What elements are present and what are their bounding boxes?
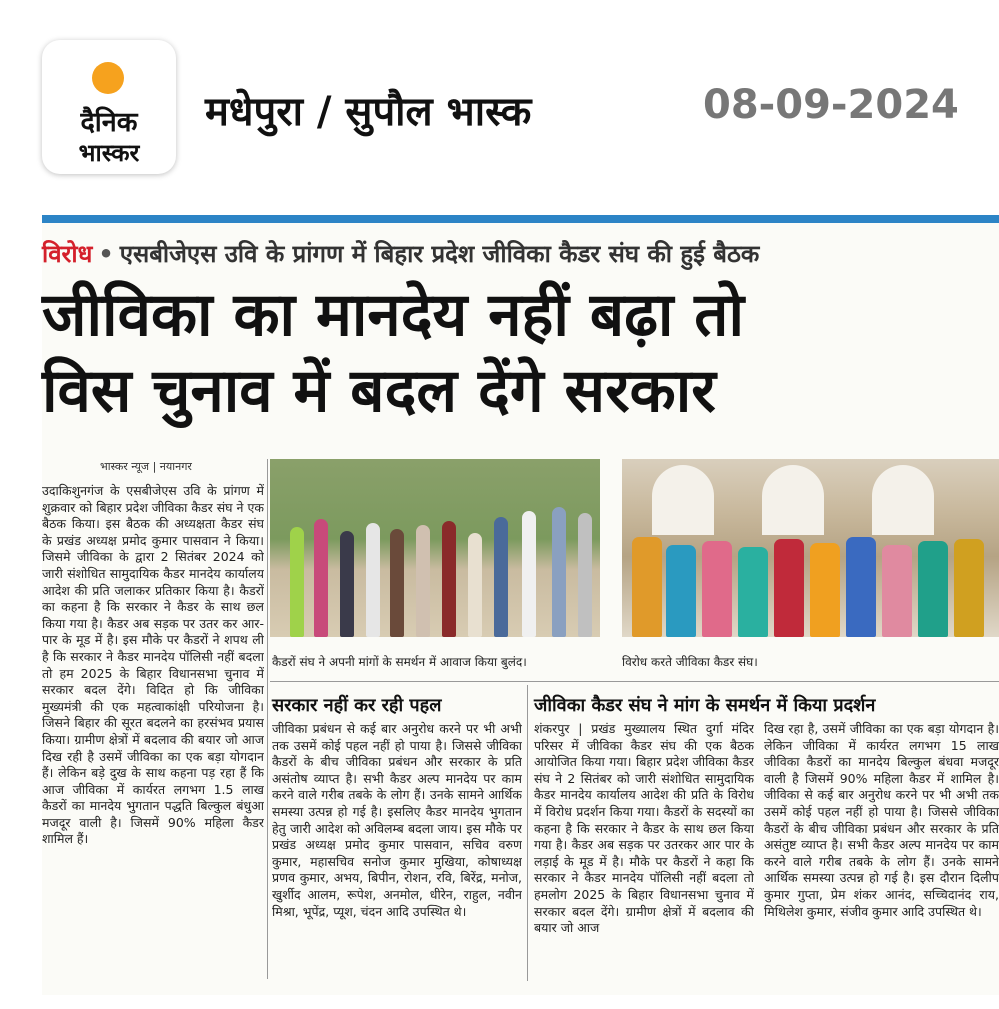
photo-cadre-group-outdoor <box>270 459 600 637</box>
newspaper-clipping <box>42 215 999 995</box>
sun-icon <box>92 62 124 94</box>
app-header <box>0 0 999 210</box>
accent-bar <box>42 215 999 223</box>
headline <box>42 277 999 429</box>
photo-caption-1: कैडरों संघ ने अपनी मांगों के समर्थन में आवाज किया बुलंद। <box>272 655 527 669</box>
subhead-1: सरकार नहीं कर रही पहल <box>272 695 442 716</box>
edition-date: 08-09-2024 <box>703 82 959 128</box>
subhead-2: जीविका कैडर संघ ने मांग के समर्थन में किया प्रदर्शन <box>534 695 876 716</box>
dainik-bhaskar-logo <box>42 40 176 174</box>
headline-line2: विस चुनाव में बदल देंगे सरकार <box>42 356 716 426</box>
edition-title: मधेपुरा / सुपौल भास्क <box>205 89 532 135</box>
photo-cadre-protest-indoor <box>622 459 999 637</box>
article-column-4: दिख रहा है, उसमें जीविका का एक बड़ा योगदान है। लेकिन जीविका में कार्यरत लगभग 15 लाख जीविका कैडरों का मानदेय बिल्कुल बंधवा मजदूर वाली है जिसमें 90% महिला कैडर में शामिल है। जीविका से कई बार अनुरोध करने पर भी अभी तक उसमें कोई पहल नहीं हो पाया है। जिससे जीविका कैडरों के बीच जीविका प्रबंधन और सरकार के प्रति असंतुष्ट व्याप्त है। सभी कैडर अल्प मानदेय पर काम करने वाले गरीब तबके के लोग हैं। उनके सामने आर्थिक समस्या उत्पन्न हो गई है। इस दौरान दिलीप कुमार गुप्ता, प्रेम शंकर आनंद, सच्चिदानंद राय, मिथिलेश कुमार, संजीव कुमार आदि उपस्थित थे। <box>764 721 999 919</box>
section-divider <box>270 681 999 682</box>
logo-text-line1: दैनिक <box>80 107 138 138</box>
kicker-line <box>42 237 759 270</box>
column-divider <box>267 459 268 979</box>
kicker-tag: विरोध <box>42 240 93 268</box>
article-column-3: शंकरपुर | प्रखंड मुख्यालय स्थित दुर्गा मंदिर परिसर में जीविका कैडर संघ की एक बैठक आयोजित किया गया। बिहार प्रदेश जीविका कैडर संघ ने 2 सितंबर को जारी संशोधित सामुदायिक कैडर मानदेय कार्यालय आदेश की प्रति के विरोध में विरोध प्रदर्शन किया गया। कैडरों के सदस्यों का कहना है कि सरकार ने कैडर के साथ छल किया गया है। कैडर अब सड़क पर उतरकर आर पार के लड़ाई के मूड में है। मौके पर कैडरों ने कहा कि सरकार ने कैडर मानदेय पॉलिसी नहीं बदला तो हमलोग 2025 के बिहार विधानसभा चुनाव में सरकार बदल देंगे। ग्रामीण क्षेत्रों में बदलाव की बयार जो आज <box>534 721 754 936</box>
article-column-2: जीविका प्रबंधन से कई बार अनुरोध करने पर भी अभी तक उसमें कोई पहल नहीं हो पाया है। जिससे जीविका कैडरों के बीच जीविका प्रबंधन और सरकार के प्रति असंतोष व्याप्त है। सभी कैडर अल्प मानदेय पर काम करने वाले गरीब तबके के लोग हैं। उनके सामने आर्थिक समस्या उत्पन्न हो गई है। इसलिए कैडर मानदेय भुगतान हेतु जारी आदेश को अविलम्ब बदला जाय। इस मौके पर प्रखंड अध्यक्ष प्रमोद कुमार पासवान, सचिव वरुण कुमार, महासचिव सनोज कुमार मुखिया, कोषाध्यक्ष प्रणव कुमार, अभय, बिपीन, रोशन, रवि, बिरेंद्र, मनोज, खुर्शीद आलम, रूपेश, अनमोल, धीरेन, राहुल, नवीन मिश्रा, भूपेंद्र, प्यूश, चंदन आदि उपस्थित थे। <box>272 721 522 919</box>
kicker-text: एसबीजेएस उवि के प्रांगण में बिहार प्रदेश जीविका कैडर संघ की हुई बैठक <box>119 240 760 268</box>
logo-text-line2: भास्कर <box>78 139 140 167</box>
photo-caption-2: विरोध करते जीविका कैडर संघ। <box>622 655 758 669</box>
column-divider <box>527 685 528 981</box>
kicker-dot: • <box>98 240 114 268</box>
article-column-1: उदाकिशुनगंज के एसबीजेएस उवि के प्रांगण में शुक्रवार को बिहार प्रदेश जीविका कैडर संघ ने एक बैठक किया। इस बैठक की अध्यक्षता कैडर संघ के प्रखंड अध्यक्ष प्रमोद कुमार पासवान ने किया। जिसमे जीविका के द्वारा 2 सितंबर 2024 को जारी संशोधित सामुदायिक कैडर मानदेय कार्यालय आदेश की प्रति जलाकर प्रतिकार किया है। कैडरों का कहना है कि सरकार ने कैडर के साथ छल किया गया है। कैडर अब सड़क पर उतर कर आर-पार के मूड में है। इस मौके पर कैडरों ने शपथ ली है कि सरकार ने कैडर मानदेय पॉलिसी नहीं बदला तो हम 2025 के बिहार विधानसभा चुनाव में सरकार बदल देंगे। विदित हो कि जीविका मुख्यमंत्री की एक महत्वाकांक्षी परियोजना है। जिसने बिहार की सूरत बदलने का हरसंभव प्रयास किया। ग्रामीण क्षेत्रों में बदलाव की बयार जो आज दिख रही है उसमें जीविका का एक बड़ा योगदान हैं। लेकिन बड़े दुख के साथ कहना पड़ रहा हैं कि आज जीविका में कार्यरत लगभग 1.5 लाख कैडरों का मानदेय भुगतान पद्धति बिल्कुल बंधुआ मजदूर वाली है। जिसमें 90% महिला कैडर शामिल हैं। <box>42 483 264 847</box>
byline: भास्कर न्यूज | नयानगर <box>100 460 192 473</box>
headline-line1: जीविका का मानदेय नहीं बढ़ा तो <box>42 280 745 350</box>
